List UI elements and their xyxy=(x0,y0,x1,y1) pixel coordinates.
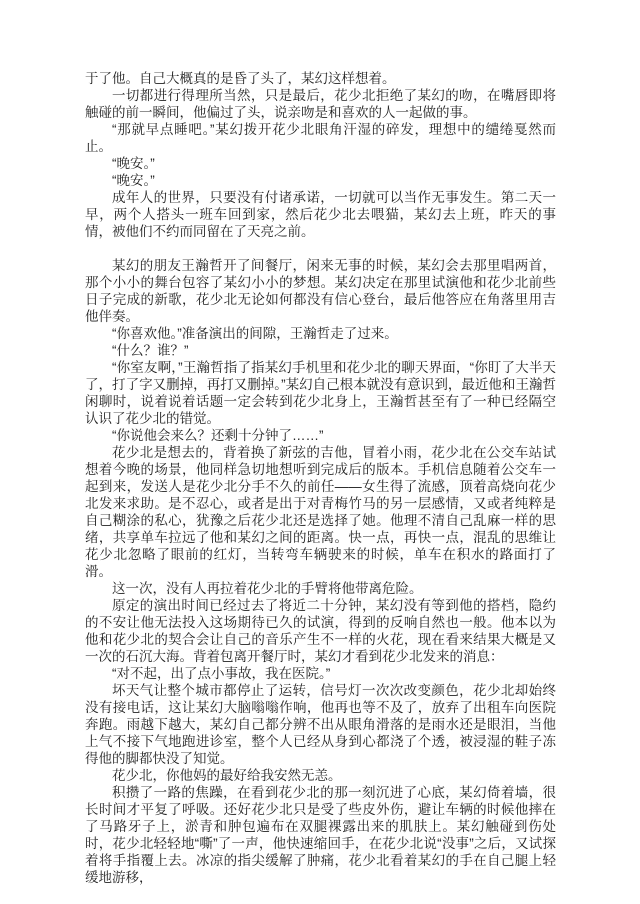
story-paragraph: 这一次，没有人再拉着花少北的手臂将他带离危险。 xyxy=(112,581,423,596)
story-paragraph: “你说他会来么？还剩十分钟了……” xyxy=(112,428,324,443)
story-text xyxy=(85,70,556,886)
story-paragraph: “晚安。” xyxy=(112,156,155,171)
story-paragraph: 花少北是想去的，背着换了新弦的吉他，冒着小雨，花少北在公交车站试想着今晚的场景，他同样急切地想听到完成后的版本。手机信息随着公交车一起到来，发送人是花少北分手不久的前任——女生得了流感，顶着高烧向花少北发来求助。是不忍心，或者是出于对青梅竹马的另一层感情，又或者纯粹是自己糊涂的私心，犹豫之后花少北还是选择了她。他理不清自己乱麻一样的思绪，共享单车拉远了他和某幻之间的距离。快一点，再快一点，混乱的思维让花少北忽略了眼前的红灯，当转弯车辆驶来的时候，单车在积水的路面打了滑。 xyxy=(85,445,556,579)
story-paragraph: “对不起，出了点小事故，我在医院。” xyxy=(112,666,331,681)
story-paragraph: 某幻的朋友王瀚哲开了间餐厅，闲来无事的时候，某幻会去那里唱两首，那个小小的舞台包容了某幻小小的梦想。某幻决定在那里试演他和花少北前些日子完成的新歌，花少北无论如何都没有信心登台，最后他答应在角落里用吉他伴奏。 xyxy=(85,258,556,324)
story-paragraph: 积攒了一路的焦躁，在看到花少北的那一刻沉进了心底，某幻倚着墙，很长时间才平复了呼吸。还好花少北只是受了些皮外伤，避让车辆的时候他摔在了马路牙子上，淤青和肿包遍布在双腿裸露出来的肌肤上。某幻触碰到伤处时，花少北轻轻地“嘶”了一声，他快速缩回手，在花少北说“没事”之后，又试探着将手指覆上去。冰凉的指尖缓解了肿痛，花少北看着某幻的手在自己腿上轻缓地游移， xyxy=(85,785,556,885)
story-paragraph: “你室友啊，”王瀚哲指了指某幻手机里和花少北的聊天界面，“你盯了大半天了，打了字又删掉，再打又删掉。”某幻自己根本就没有意识到，最近他和王瀚哲闲聊时，说着说着话题一定会转到花少北身上，王瀚哲甚至有了一种已经隔空认识了花少北的错觉。 xyxy=(85,360,556,426)
story-paragraph: 坏天气让整个城市都停止了运转，信号灯一次次改变颜色，花少北却始终没有接电话，这让某幻大脑嗡嗡作响，他再也等不及了，放弃了出租车向医院奔跑。雨越下越大，某幻自己都分辨不出从眼角滑落的是雨水还是眼泪，当他上气不接下气地跑进诊室，整个人已经从身到心都浇了个透，被浸湿的鞋子冻得他的脚都快没了知觉。 xyxy=(85,683,556,766)
story-paragraph: “那就早点睡吧。”某幻拨开花少北眼角汗湿的碎发，理想中的缱绻戛然而止。 xyxy=(85,122,556,154)
story-paragraph: “晚安。” xyxy=(112,173,155,188)
story-paragraph: 于了他。自己大概真的是昏了头了，某幻这样想着。 xyxy=(85,71,396,86)
story-paragraph: “你喜欢他。”准备演出的间隙，王瀚哲走了过来。 xyxy=(112,326,398,341)
story-paragraph: 一切都进行得理所当然，只是最后，花少北拒绝了某幻的吻，在嘴唇即将触碰的前一瞬间，他偏过了头，说亲吻是和喜欢的人一起做的事。 xyxy=(85,88,556,120)
story-paragraph: 成年人的世界，只要没有付诸承诺，一切就可以当作无事发生。第二天一早，两个人搭头一班车回到家，然后花少北去喂猫，某幻去上班，昨天的事情，被他们不约而同留在了天亮之前。 xyxy=(85,190,556,239)
story-paragraph: 原定的演出时间已经过去了将近二十分钟，某幻没有等到他的搭档，隐约的不安让他无法投入这场期待已久的试演，得到的反响自然也一般。他本以为他和花少北的契合会让自己的音乐产生不一样的火花，现在看来结果大概是又一次的石沉大海。背着包离开餐厅时，某幻才看到花少北发来的消息： xyxy=(85,598,556,664)
story-paragraph: “什么？谁？” xyxy=(112,343,189,358)
story-paragraph: 花少北，你他妈的最好给我安然无恙。 xyxy=(112,768,342,783)
